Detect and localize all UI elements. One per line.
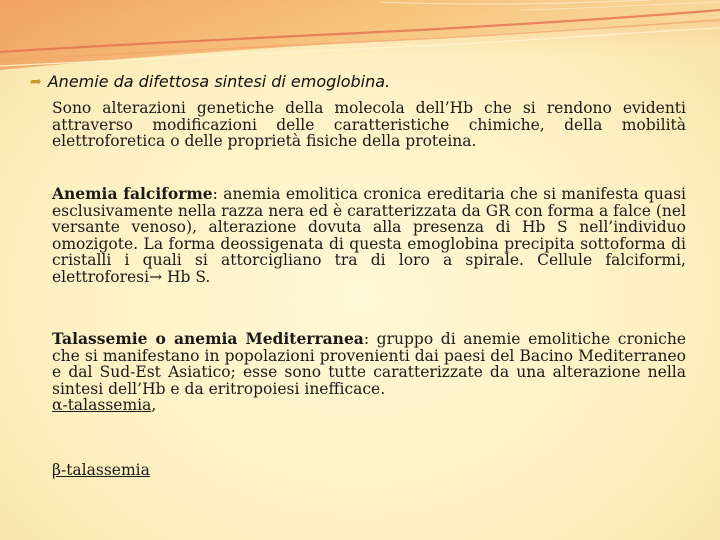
- bullet-icon: ➦: [30, 74, 42, 90]
- falciforme-term: Anemia falciforme: [52, 184, 213, 203]
- falciforme-text: : anemia emolitica cronica ereditaria che si manifesta quasi esclusivamente nella razza nera ed è caratterizzata da GR con forma a falce (nel versante venoso), alterazione dovuta alla presenza di Hb S nell’individuo omozigote. La forma deossigenata di questa emoglobina precipita sottoforma di cristalli i quali si attorcigliano tra di loro a spirale. Cellule falciformi, elettroforesi: [52, 185, 687, 286]
- beta-talassemia-link[interactable]: β-talassemia: [52, 461, 150, 479]
- alpha-talassemia-link[interactable]: α-talassemia: [52, 396, 152, 415]
- talassemie-paragraph: [52, 331, 686, 414]
- falciforme-paragraph: [52, 186, 686, 286]
- heading-text: Anemie da difettosa sintesi di emoglobina.: [47, 72, 391, 91]
- talassemie-text: : gruppo di anemie emolitiche croniche che si manifestano in popolazioni provenienti dai paesi del Bacino Mediterraneo e dal Sud-Est Asiatico; esse sono tutte caratterizzate da una alterazione nella sintesi dell’Hb e da eritropoiesi inefficace.: [52, 330, 686, 398]
- section-heading: [30, 72, 690, 92]
- falciforme-tail: Hb S.: [162, 267, 211, 286]
- talassemie-term: Talassemie o anemia Mediterranea: [52, 329, 364, 348]
- intro-paragraph: Sono alterazioni genetiche della molecola dell’Hb che si rendono evidenti attraverso modificazioni delle caratteristiche chimiche, della mobilità elettroforetica o delle proprietà fisiche della proteina.: [52, 99, 686, 151]
- beta-talassemia-paragraph: [52, 462, 686, 479]
- alpha-comma: ,: [151, 396, 157, 415]
- arrow-icon: →: [149, 267, 163, 286]
